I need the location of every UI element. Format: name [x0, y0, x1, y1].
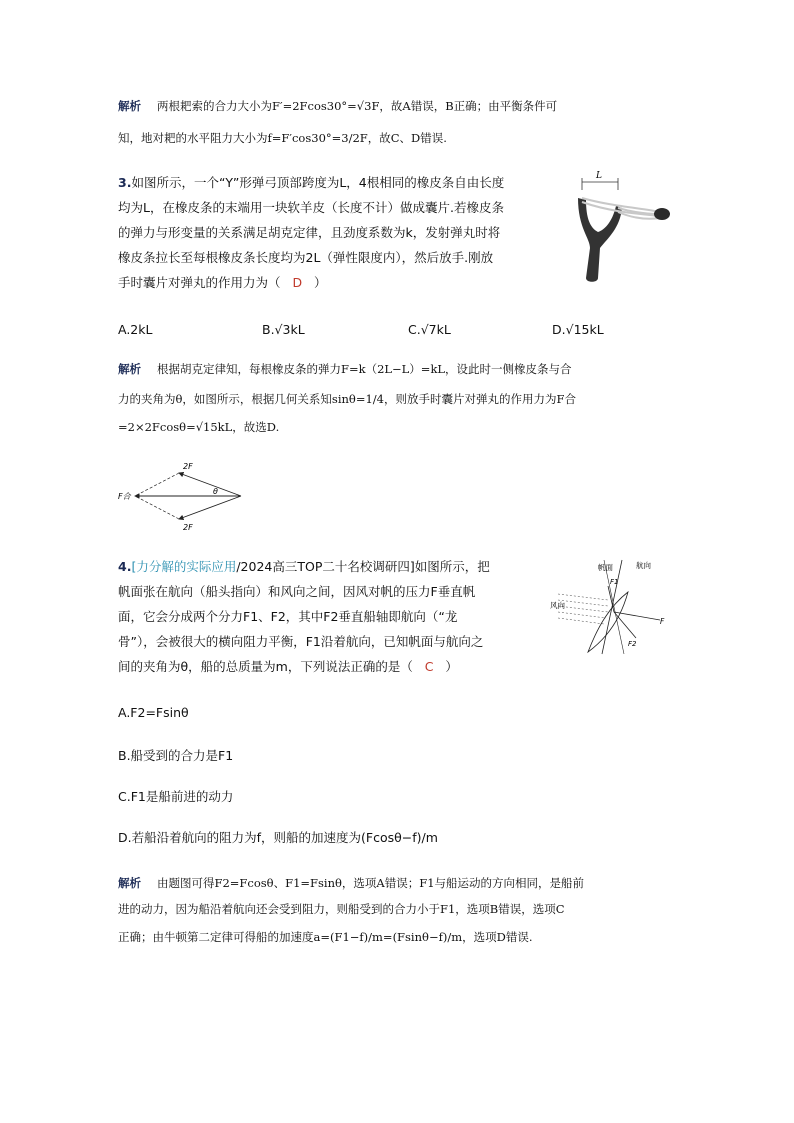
analysis-label: 解析: [118, 876, 141, 890]
prev-analysis-line1: 两根耙索的合力大小为F′=2Fcos30°=√3F，故A错误，B正确；由平衡条件可: [157, 99, 558, 113]
question-3: 3.如图所示，一个“Y”形弹弓顶部跨度为L，4根相同的橡皮条自由长度 均为L，在橡皮条的末端用一块软羊皮（长度不计）做成囊片.若橡皮条 的弹力与形变量的关系满足胡克定律，且劲度系数为k，发射弹丸时将 橡皮条拉长至每根橡皮条长度均为2L（弹性限度内），然后放手.刚放 手时囊片对弹丸的作用力为（ D ）: [118, 170, 558, 295]
slingshot-figure: [560, 168, 680, 288]
option-c: C.√7kL: [408, 322, 451, 337]
force-f-label: F: [660, 617, 665, 626]
q3-line: 手时囊片对弹丸的作用力为（: [118, 275, 281, 290]
q4-line: 帆面张在航向（船头指向）和风向之间，因风对帆的压力F垂直帆: [118, 584, 476, 599]
option-d: D.√15kL: [552, 322, 604, 337]
bottom-force-label: 2F: [183, 523, 193, 532]
heading-label: 航向: [636, 561, 651, 570]
sail-figure: [548, 556, 672, 658]
prev-analysis: [118, 95, 678, 149]
option-d: D.若船沿着航向的阻力为f，则船的加速度为(Fcosθ−f)/m: [118, 830, 438, 845]
prev-analysis-line2: 知，地对耙的水平阻力大小为f=F′cos30°=3/2F，故C、D错误.: [118, 131, 447, 145]
q3-line: 橡皮条拉长至每根橡皮条长度均为2L（弹性限度内），然后放手.刚放: [118, 250, 494, 265]
angle-label: θ: [213, 487, 218, 496]
q4-line: 面，它会分成两个分力F1、F2，其中F2垂直船轴即航向（“龙: [118, 609, 458, 624]
span-label: L: [596, 171, 602, 181]
question-4: 4.[力分解的实际应用/2024高三TOP二十名校调研四]如图所示，把 帆面张在航向（船头指向）和风向之间，因风对帆的压力F垂直帆 面，它会分成两个分力F1、F2，其中F2垂直船轴即航向（“龙 骨”），会被很大的横向阻力平衡，F1沿着航向，已知帆面与航向之 间的夹角为θ，船的总质量为m，下列说法正确的是（ C ）: [118, 554, 548, 679]
force-f2-label: F2: [628, 640, 637, 648]
source-tag: /2024高三TOP二十名校调研四]: [236, 559, 415, 574]
analysis-label: 解析: [118, 99, 141, 113]
force-f1-label: F1: [610, 578, 619, 586]
question-number: 3.: [118, 175, 132, 190]
q4-line: 骨”），会被很大的横向阻力平衡，F1沿着航向，已知帆面与航向之: [118, 634, 484, 649]
wind-label: 风向: [550, 601, 565, 610]
topic-tag[interactable]: [力分解的实际应用: [131, 559, 237, 574]
answer-mark: D: [292, 275, 303, 290]
option-a: A.2kL: [118, 322, 153, 337]
q3-analysis: 解析 根据胡克定律知，每根橡皮条的弹力F=k（2L−L）=kL，设此时一侧橡皮条与合 力的夹角为θ，如图所示，根据几何关系知sinθ=1/4，则放手时囊片对弹丸的作用力为F合 =2×2Fcosθ=√15kL，故选D.: [118, 362, 576, 434]
q4-analysis: 解析 由题图可得F2=Fcosθ、F1=Fsinθ，选项A错误；F1与船运动的方向相同，是船前 进的动力，因为船沿着航向还会受到阻力，则船受到的合力小于F1，选项B错误，选项C 正确；由牛顿第二定律可得船的加速度a=(F1−f)/m=(Fsinθ−f)/m，选项D错误.: [118, 876, 585, 944]
q3-line: 均为L，在橡皮条的末端用一块软羊皮（长度不计）做成囊片.若橡皮条: [118, 200, 504, 215]
question-number: 4.: [118, 559, 132, 574]
force-diagram: [115, 460, 250, 532]
option-b: B.√3kL: [262, 322, 305, 337]
answer-mark: C: [424, 659, 434, 674]
q3-line: 的弹力与形变量的关系满足胡克定律，且劲度系数为k，发射弹丸时将: [118, 225, 501, 240]
top-force-label: 2F: [183, 462, 193, 471]
sail-label: 帆面: [598, 563, 613, 572]
q3-line: 如图所示，一个“Y”形弹弓顶部跨度为L，4根相同的橡皮条自由长度: [131, 175, 505, 190]
option-b: B.船受到的合力是F1: [118, 748, 234, 763]
option-c: C.F1是船前进的动力: [118, 789, 234, 804]
resultant-label: F合: [118, 492, 131, 501]
option-a: A.F2=Fsinθ: [118, 705, 189, 720]
analysis-label: 解析: [118, 362, 141, 376]
